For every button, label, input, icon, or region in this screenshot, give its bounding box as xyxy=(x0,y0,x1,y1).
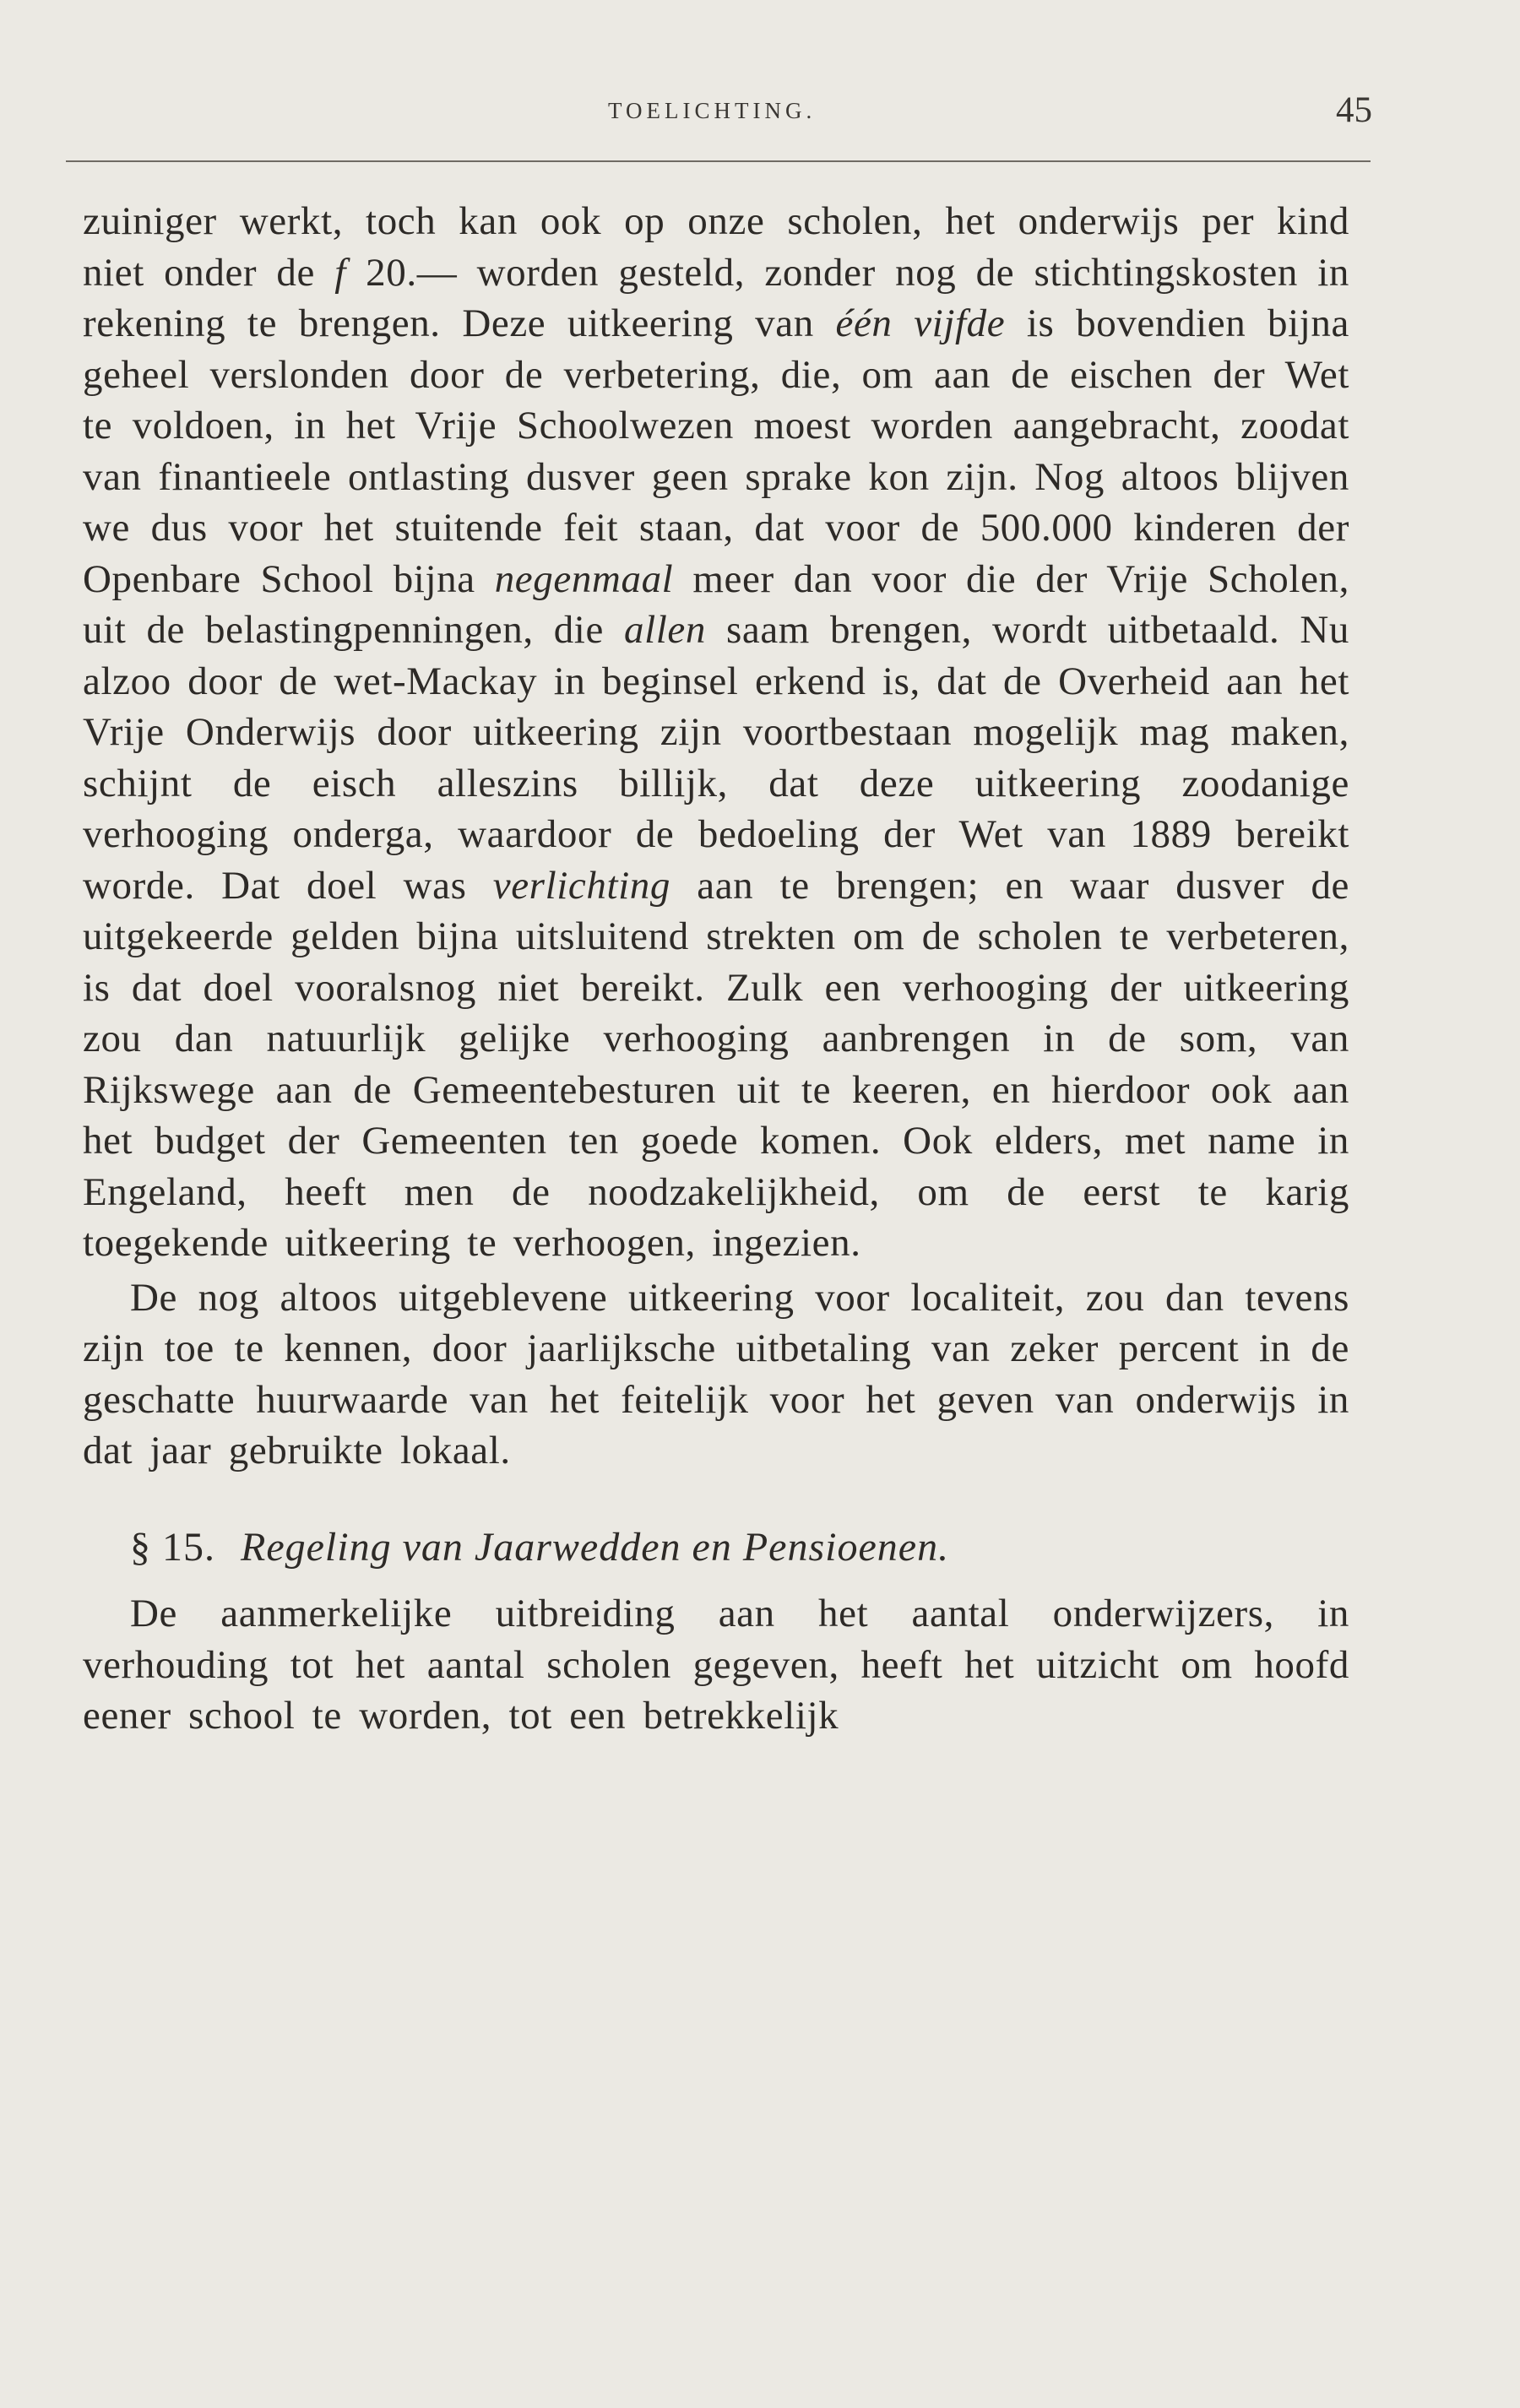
page-number: 45 xyxy=(1336,90,1372,130)
section-number: § 15. xyxy=(130,1524,215,1570)
text-run-italic: negenmaal xyxy=(494,556,674,601)
section-heading xyxy=(83,1522,1349,1574)
header-rule xyxy=(66,160,1371,162)
text-run: meer dan voor die der Vrije Scholen, uit de belastingpenningen, die xyxy=(83,556,1349,652)
paragraph-3 xyxy=(83,1588,1349,1742)
text-run-italic: één vijfde xyxy=(835,301,1006,345)
text-run: aan te brengen; en waar dusver de uitgekeerde gelden bijna uitsluitend strekten om de scholen te verbeteren, is dat doel vooralsnog niet bereikt. Zulk een verhooging der uitkeering zou dan natuurlijk gelijke verhooging aanbrengen in de som, van Rijkswege aan de Gemeentebesturen uit te keeren, en hierdoor ook aan het budget der Gemeenten ten goede komen. Ook elders, met name in Engeland, heeft men de noodzakelijkheid, om de eerst te karig toegekende uitkeering te verhoogen, ingezien. xyxy=(83,863,1349,1265)
text-run: is bovendien bijna geheel verslonden door de verbetering, die, om aan de eischen der Wet te voldoen, in het Vrije Schoolwezen moest worden aangebracht, zoodat van finantieele ontlasting dusver geen sprake kon zijn. Nog altoos blijven we dus voor het stuitende feit staan, dat voor de 500.000 kinderen der Openbare School bijna xyxy=(83,301,1349,601)
text-run-italic: verlichting xyxy=(492,863,670,908)
running-head xyxy=(80,90,1372,137)
text-run: zuiniger werkt, toch kan ook op onze scholen, het onderwijs per kind niet onder de xyxy=(83,199,1349,295)
paragraph-1 xyxy=(83,196,1349,1269)
body-text xyxy=(83,196,1349,1742)
text-run-italic: allen xyxy=(623,608,706,652)
section-title: Regeling van Jaarwedden en Pensioenen. xyxy=(241,1524,950,1570)
running-title: TOELICHTING. xyxy=(608,98,817,123)
text-run: 20.— worden gesteld, zonder nog de stichtingskosten in rekening te brengen. Deze uitkeering van xyxy=(83,250,1349,345)
text-run: saam brengen, wordt uitbetaald. Nu alzoo door de wet-Mackay in beginsel erkend is, dat de Overheid aan het Vrije Onderwijs door uitkeering zijn voortbestaan mogelijk mag maken, schijnt de eisch alleszins billijk, dat deze uitkeering zoodanige verhooging onderga, waardoor de bedoeling der Wet van 1889 bereikt worde. Dat doel was xyxy=(83,608,1349,908)
paragraph-2 xyxy=(83,1272,1349,1477)
text-run-italic: f xyxy=(334,250,346,295)
text-run: De nog altoos uitgeblevene uitkeering voor localiteit, zou dan tevens zijn toe te kennen, door jaarlijksche uitbetaling van zeker percent in de geschatte huurwaarde van het feitelijk voor het geven van onderwijs in dat jaar gebruikte lokaal. xyxy=(83,1275,1349,1472)
text-run: De aanmerkelijke uitbreiding aan het aantal onderwijzers, in verhouding tot het aantal scholen gegeven, heeft het uitzicht om hoofd eener school te worden, tot een betrekkelijk xyxy=(83,1592,1349,1738)
